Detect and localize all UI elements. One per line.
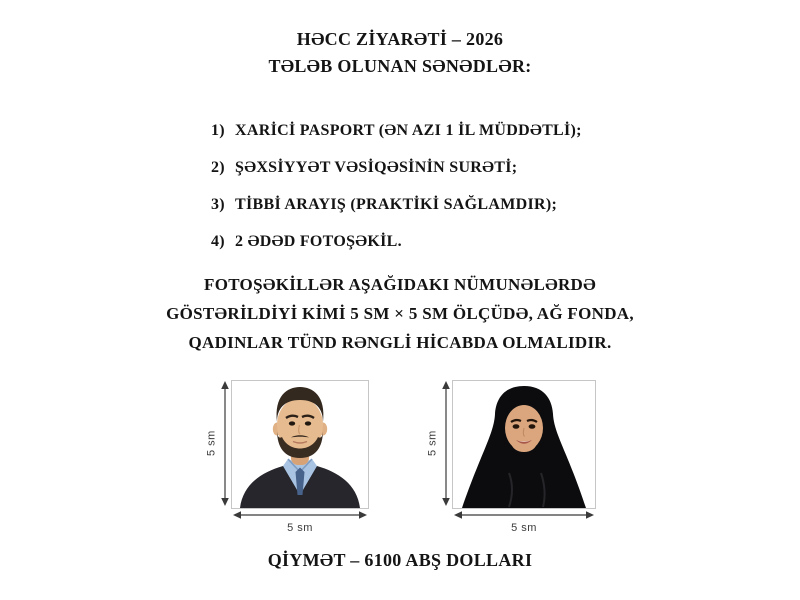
price-line: QİYMƏT – 6100 ABŞ DOLLARI (267, 550, 533, 570)
page-subtitle: TƏLƏB OLUNAN SƏNƏDLƏR: (268, 56, 532, 76)
height-dimension-arrow (440, 380, 452, 507)
width-dimension-arrow (232, 509, 368, 521)
woman-portrait-image (453, 381, 595, 508)
width-dimension-arrow (453, 509, 595, 521)
notice-line: GÖSTƏRİLDİYİ KİMİ 5 SM × 5 SM ÖLÇÜDƏ, AĞ FONDA, (166, 304, 634, 323)
photo-examples (0, 380, 800, 534)
requirement-item (211, 196, 800, 213)
item-text: XARİCİ PASPORT (ƏN AZI 1 İL MÜDDƏTLİ); (235, 122, 582, 139)
document-header (0, 0, 800, 80)
requirement-item (211, 159, 800, 176)
requirement-item (211, 122, 800, 139)
height-dimension-label: 5 sm (426, 430, 439, 457)
man-portrait-image (232, 381, 368, 508)
item-number: 3) (211, 196, 225, 213)
width-dimension-label: 5 sm (287, 522, 313, 534)
item-text: ŞƏXSİYYƏT VƏSİQƏSİNİN SURƏTİ; (235, 159, 518, 176)
male-sample-photo (231, 380, 369, 509)
item-number: 1) (211, 122, 225, 139)
item-number: 4) (211, 233, 225, 250)
height-dimension-label: 5 sm (205, 430, 218, 457)
page-title: HƏCC ZİYARƏTİ – 2026 (296, 29, 504, 49)
item-text: 2 ƏDƏD FOTOŞƏKİL. (235, 233, 402, 250)
notice-line: FOTOŞƏKİLLƏR AŞAĞIDAKI NÜMUNƏLƏRDƏ (204, 275, 596, 294)
female-sample-photo (452, 380, 596, 509)
width-dimension-label: 5 sm (511, 522, 537, 534)
male-photo-figure (204, 380, 369, 534)
requirements-list (211, 122, 800, 250)
height-dimension-arrow (219, 380, 231, 507)
item-number: 2) (211, 159, 225, 176)
item-text: TİBBİ ARAYIŞ (PRAKTİKİ SAĞLAMDIR); (235, 196, 558, 213)
notice-line: QADINLAR TÜND RƏNGLİ HİCABDA OLMALIDIR. (188, 333, 612, 352)
photo-notice (0, 270, 800, 357)
female-photo-figure (425, 380, 596, 534)
requirement-item (211, 233, 800, 250)
